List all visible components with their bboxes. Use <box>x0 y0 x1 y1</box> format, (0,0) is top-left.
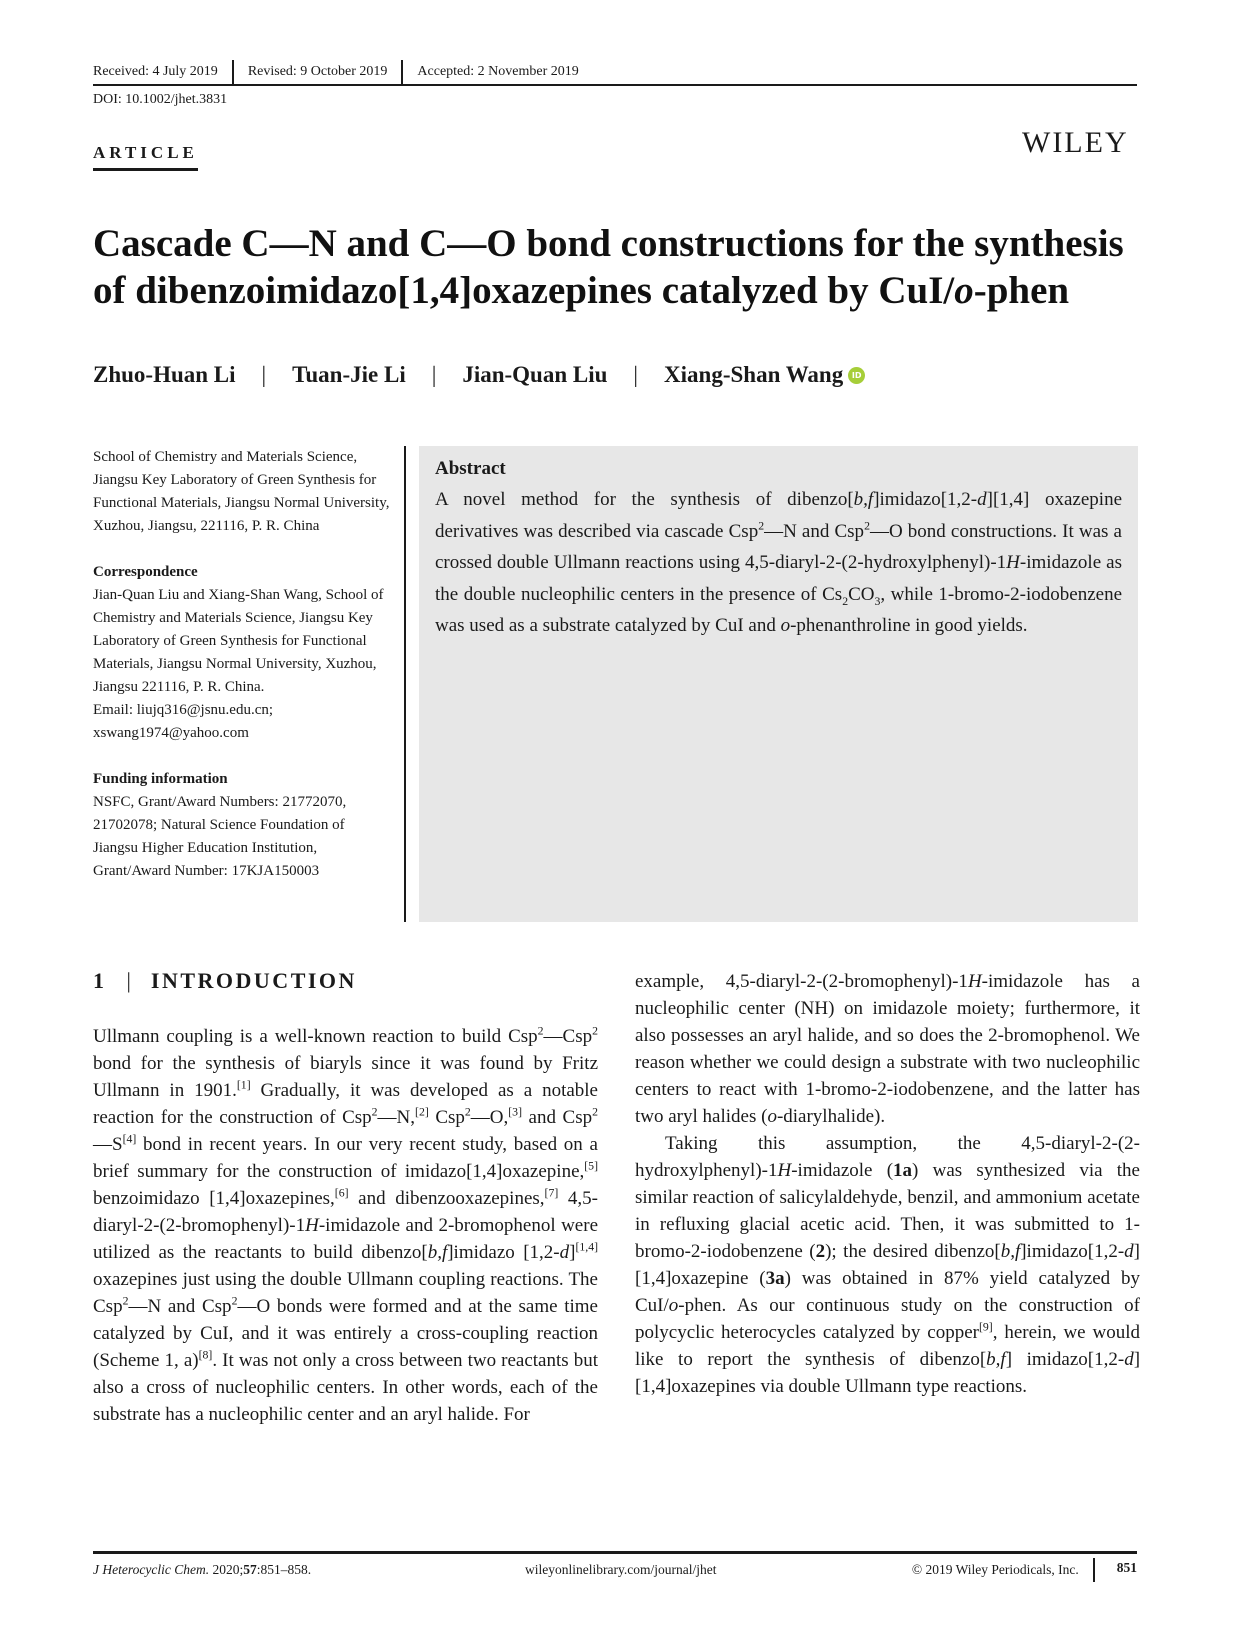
citation-ref[interactable]: [4] <box>122 1132 137 1146</box>
compound-label: 1a <box>893 1160 913 1181</box>
correspondence-text: Jian-Quan Liu and Xiang-Shan Wang, School of Chemistry and Materials Science, Jiangsu Key Laboratory of Green Synthesis for Functional Materials, Jiangsu Normal University, Xuzhou, Jiangsu 221116, P. R. China. <box>93 587 384 695</box>
wiley-logo: WILEY <box>1022 126 1129 159</box>
author-separator: | <box>261 362 267 387</box>
correspondence-email-2[interactable]: xswang1974@yahoo.com <box>93 725 249 741</box>
citation-ref[interactable]: [6] <box>334 1186 349 1200</box>
author-separator: | <box>431 362 437 387</box>
paragraph: example, 4,5-diaryl-2-(2-bromophenyl)-1H-imidazole has a nucleophilic center (NH) on imidazole moiety; furthermore, it also possesses an aryl halide, and so does the 2-bromophenol. We reason whether we could design a substrate with two nucleophilic centers to react with 1-bromo-2-iodobenzene, and the latter has two aryl halides (o-diarylhalide). <box>635 971 1140 1127</box>
section-title: INTRODUCTION <box>150 968 357 993</box>
compound-label: 2 <box>815 1241 826 1262</box>
compound-label: 3a <box>765 1268 785 1289</box>
column-divider <box>404 446 406 922</box>
body-column-left <box>93 1023 598 1428</box>
funding-text: NSFC, Grant/Award Numbers: 21772070, 21702078; Natural Science Foundation of Jiangsu Higher Education Institution, Grant/Award Number: 17KJA150003 <box>93 794 347 879</box>
revised-date: Revised: 9 October 2019 <box>232 60 402 84</box>
accepted-date: Accepted: 2 November 2019 <box>401 60 592 84</box>
article-history <box>93 60 1137 86</box>
article-type-label: ARTICLE <box>93 143 198 171</box>
correspondence-heading: Correspondence <box>93 564 198 580</box>
affiliation-column <box>93 446 393 906</box>
journal-website-link[interactable]: wileyonlinelibrary.com/journal/jhet <box>525 1562 717 1577</box>
author: Tuan-Jie Li <box>292 362 406 387</box>
section-number: 1 <box>93 968 107 993</box>
page-footer <box>93 1558 1137 1582</box>
author: Jian-Quan Liu <box>462 362 608 387</box>
body-column-right <box>635 968 1140 1400</box>
citation-ref[interactable]: [9] <box>979 1320 993 1334</box>
footer-rule <box>93 1551 1137 1554</box>
page-number: 851 <box>1093 1558 1137 1582</box>
received-date: Received: 4 July 2019 <box>93 64 218 79</box>
copyright: © 2019 Wiley Periodicals, Inc. <box>911 1562 1079 1577</box>
affiliation: School of Chemistry and Materials Science, Jiangsu Key Laboratory of Green Synthesis for Functional Materials, Jiangsu Normal University, Xuzhou, Jiangsu, 221116, P. R. China <box>93 449 390 534</box>
funding-heading: Funding information <box>93 771 228 787</box>
citation-ref[interactable]: [7] <box>544 1186 559 1200</box>
paper-title: Cascade C—N and C—O bond constructions for the synthesis of dibenzoimidazo[1,4]oxazepines catalyzed by CuI/o-phen <box>93 222 1124 312</box>
author: Xiang-Shan Wang <box>664 362 844 387</box>
citation-ref[interactable]: [1,4] <box>575 1240 599 1254</box>
citation-ref[interactable]: [3] <box>508 1105 522 1119</box>
orcid-icon[interactable]: ID <box>848 367 865 384</box>
title-line-1: Cascade C—N and C—O bond constructions for the synthesis <box>93 222 1124 265</box>
citation-ref[interactable]: [5] <box>584 1159 598 1173</box>
author: Zhuo-Huan Li <box>93 362 236 387</box>
abstract-heading: Abstract <box>435 458 506 479</box>
funding-block <box>93 768 393 883</box>
section-separator: | <box>126 968 131 993</box>
section-heading-introduction <box>93 968 357 994</box>
citation-ref[interactable]: [2] <box>415 1105 429 1119</box>
author-separator: | <box>633 362 639 387</box>
citation-ref[interactable]: [8] <box>198 1348 213 1362</box>
doi[interactable]: DOI: 10.1002/jhet.3831 <box>93 92 228 107</box>
abstract-text: A novel method for the synthesis of dibenzo[b,f]imidazo[1,2-d][1,4] oxazepine derivatives was described via cascade Csp$^2$—N and Csp$^2$—O bond constructions. It was a crossed double Ullmann reactions using 4,5-diaryl-2-(2-hydroxylphenyl)-1H-imidazole as the double nucleophilic centers in the presence of $Cs_2CO_3$, while 1-bromo-2-iodobenzene was used as a substrate catalyzed by CuI and o-phenanthroline in good yields. <box>435 489 1123 636</box>
citation-ref[interactable]: [1] <box>236 1078 251 1092</box>
journal-citation: J Heterocyclic Chem. 2020;57:851–858. <box>93 1562 312 1577</box>
paragraph: Taking this assumption, the 4,5-diaryl-2-(2-hydroxylphenyl)-1H-imidazole (1a) was synthesized via the similar reaction of salicylaldehyde, benzil, and ammonium acetate in refluxing glacial acetic acid. Then, it was submitted to 1-bromo-2-iodobenzene (2); the desired dibenzo[b,f]imidazo[1,2-d][1,4]oxazepine (3a) was obtained in 87% yield catalyzed by CuI/o-phen. As our continuous study on the construction of polycyclic heterocycles catalyzed by copper[9], herein, we would like to report the synthesis of dibenzo[b,f] imidazo[1,2-d][1,4]oxazepines via double Ullmann type reactions. <box>635 1133 1141 1397</box>
author-list <box>93 362 865 388</box>
correspondence-block <box>93 561 393 745</box>
correspondence-email-1[interactable]: Email: liujq316@jsnu.edu.cn; <box>93 702 274 718</box>
paragraph: Ullmann coupling is a well-known reaction to build Csp$^2$—Csp$^2$ bond for the synthesis of biaryls since it was found by Fritz Ullmann in 1901.[1] Gradually, it was developed as a notable reaction for the construction of Csp$^2$—N,[2] Csp$^2$—O,[3] and Csp$^2$—S[4] bond in recent years. In our very recent study, based on a brief summary for the construction of imidazo[1,4]oxazepine,[5] benzoimidazo [1,4]oxazepines,[6] and dibenzooxazepines,[7] 4,5-diaryl-2-(2-bromophenyl)-1H-imidazole and 2-bromophenol were utilized as the reactants to build dibenzo[b,f]imidazo [1,2-d][1,4] oxazepines just using the double Ullmann coupling reactions. The Csp$^2$—N and Csp$^2$—O bonds were formed and at the same time catalyzed by CuI, and it was entirely a cross-coupling reaction (Scheme 1, a)[8]. It was not only a cross between two reactants but also a cross of nucleophilic centers. In other words, each of the substrate has a nucleophilic center and an aryl halide. For <box>93 1024 599 1425</box>
abstract-box <box>419 446 1138 922</box>
